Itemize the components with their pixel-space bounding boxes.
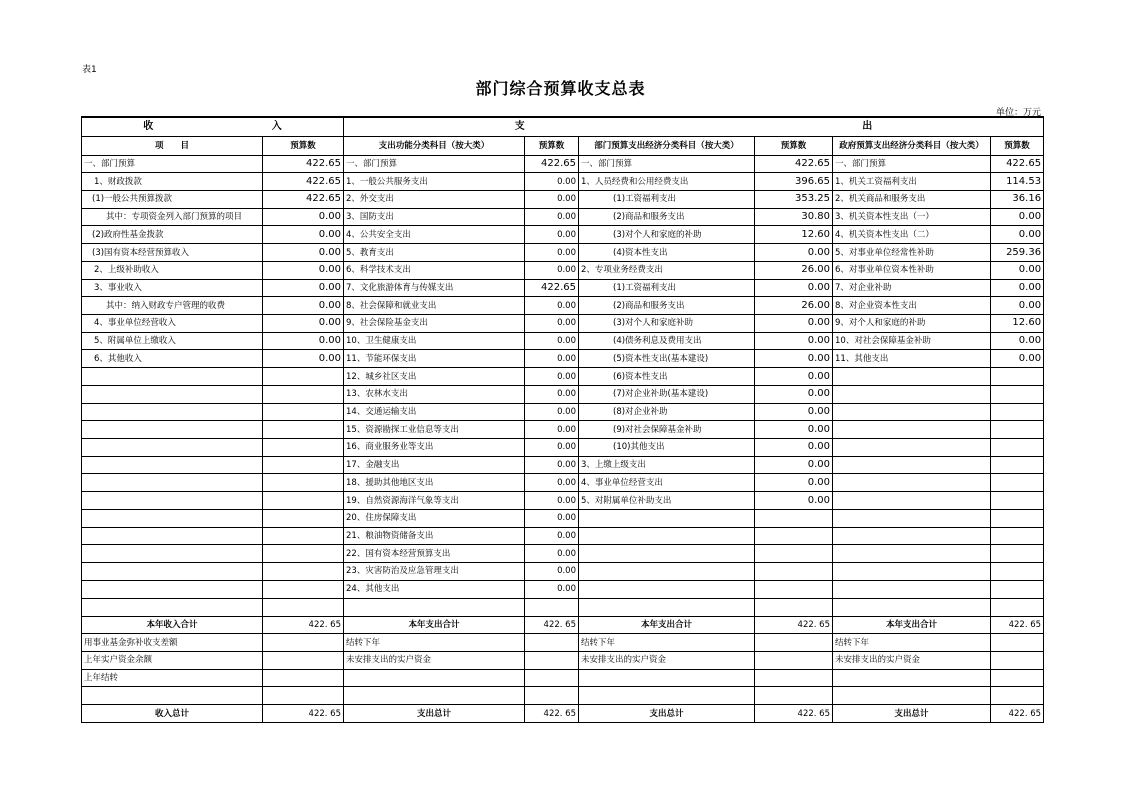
- income-item: 一、部门预算: [82, 155, 263, 173]
- func-value: 0.00: [525, 456, 579, 474]
- table-row: [82, 315, 1044, 333]
- income-item: [82, 545, 263, 563]
- dept-item: (8)对企业补助: [579, 403, 755, 421]
- gov-item: [833, 563, 991, 581]
- table-row: [82, 244, 1044, 262]
- income-value: 0.00: [263, 350, 344, 368]
- func-item: 6、科学技术支出: [344, 261, 525, 279]
- income-value: [263, 421, 344, 439]
- dept-item: 2、专项业务经费支出: [579, 261, 755, 279]
- gov-value: 0.00: [991, 261, 1044, 279]
- income-item: (1)一般公共预算拨款: [82, 190, 263, 208]
- col-gov-econ: 政府预算支出经济分类科目（按大类）: [833, 136, 991, 155]
- expense-total-label: 支出总计: [833, 705, 991, 723]
- dept-item: (1)工资福利支出: [579, 279, 755, 297]
- gov-value: [991, 509, 1044, 527]
- col-budget: 预算数: [263, 136, 344, 155]
- dept-item: (7)对企业补助(基本建设): [579, 385, 755, 403]
- income-item: [82, 474, 263, 492]
- blank-row: [82, 598, 1044, 616]
- income-item: [82, 580, 263, 598]
- income-value: 422.65: [263, 155, 344, 173]
- table-row: [82, 332, 1044, 350]
- dept-value: 26.00: [755, 297, 833, 315]
- func-item: 1、一般公共服务支出: [344, 173, 525, 191]
- func-item: 7、文化旅游体育与传媒支出: [344, 279, 525, 297]
- func-item: 18、援助其他地区支出: [344, 474, 525, 492]
- dept-item: [579, 563, 755, 581]
- unarranged-label: 未安排支出的实户资金: [344, 652, 525, 670]
- gov-value: 0.00: [991, 350, 1044, 368]
- blank-row: [82, 687, 1044, 705]
- table-row: [82, 545, 1044, 563]
- table-row: [82, 173, 1044, 191]
- func-value: 0.00: [525, 173, 579, 191]
- dept-item: (5)资本性支出(基本建设): [579, 350, 755, 368]
- dept-item: (1)工资福利支出: [579, 190, 755, 208]
- gov-value: 0.00: [991, 297, 1044, 315]
- gov-value: [991, 456, 1044, 474]
- func-item: 10、卫生健康支出: [344, 332, 525, 350]
- func-value: 0.00: [525, 332, 579, 350]
- income-value: [263, 545, 344, 563]
- income-value: 0.00: [263, 279, 344, 297]
- income-item: [82, 439, 263, 457]
- unit-label: 单位：万元: [995, 108, 1041, 118]
- gov-value: [991, 563, 1044, 581]
- gov-value: 0.00: [991, 208, 1044, 226]
- income-item: 其中：纳入财政专户管理的收费: [82, 297, 263, 315]
- dept-value: 0.00: [755, 332, 833, 350]
- gov-value: [991, 580, 1044, 598]
- income-item: [82, 563, 263, 581]
- expense-total-label: 支出总计: [579, 705, 755, 723]
- gov-item: [833, 545, 991, 563]
- gov-value: 0.00: [991, 332, 1044, 350]
- income-total-label: 收入总计: [82, 705, 263, 723]
- func-item: 23、灾害防治及应急管理支出: [344, 563, 525, 581]
- prior-balance-label: 上年实户资金余额: [82, 652, 263, 670]
- gov-value: [991, 368, 1044, 386]
- unarranged-label: 未安排支出的实户资金: [833, 652, 991, 670]
- income-value: [263, 527, 344, 545]
- income-item: [82, 492, 263, 510]
- expense-year-value: 422. 65: [525, 616, 579, 634]
- table-row: [82, 580, 1044, 598]
- income-value: [263, 385, 344, 403]
- dept-value: 0.00: [755, 492, 833, 510]
- income-total-value: 422. 65: [263, 705, 344, 723]
- func-item: 24、其他支出: [344, 580, 525, 598]
- dept-item: 一、部门预算: [579, 155, 755, 173]
- income-item: 3、事业收入: [82, 279, 263, 297]
- expense-total-label: 支出总计: [344, 705, 525, 723]
- income-value: [263, 580, 344, 598]
- func-item: 13、农林水支出: [344, 385, 525, 403]
- gov-value: 422.65: [991, 155, 1044, 173]
- gov-item: [833, 456, 991, 474]
- table-row: [82, 261, 1044, 279]
- table-row: [82, 403, 1044, 421]
- gov-item: 3、机关资本性支出（一）: [833, 208, 991, 226]
- gov-value: 0.00: [991, 279, 1044, 297]
- dept-item: 4、事业单位经营支出: [579, 474, 755, 492]
- page-title: 部门综合预算收支总表: [475, 79, 646, 98]
- gov-value: [991, 403, 1044, 421]
- expense-year-value: 422. 65: [991, 616, 1044, 634]
- gov-item: 4、机关资本性支出（二）: [833, 226, 991, 244]
- fund-row: [82, 634, 1044, 652]
- dept-value: 0.00: [755, 439, 833, 457]
- func-item: 17、金融支出: [344, 456, 525, 474]
- col-budget: 预算数: [991, 136, 1044, 155]
- expense-header: 支 出: [344, 117, 1044, 136]
- func-value: 0.00: [525, 421, 579, 439]
- dept-item: (3)对个人和家庭补助: [579, 315, 755, 333]
- gov-item: 8、对企业资本性支出: [833, 297, 991, 315]
- dept-value: 0.00: [755, 368, 833, 386]
- func-value: 0.00: [525, 350, 579, 368]
- func-item: 22、国有资本经营预算支出: [344, 545, 525, 563]
- func-item: 4、公共安全支出: [344, 226, 525, 244]
- gov-value: [991, 439, 1044, 457]
- gov-item: 6、对事业单位资本性补助: [833, 261, 991, 279]
- dept-item: (9)对社会保障基金补助: [579, 421, 755, 439]
- func-item: 8、社会保障和就业支出: [344, 297, 525, 315]
- func-item: 16、商业服务业等支出: [344, 439, 525, 457]
- func-value: 0.00: [525, 527, 579, 545]
- dept-item: (4)债务利息及费用支出: [579, 332, 755, 350]
- dept-value: [755, 527, 833, 545]
- func-value: 0.00: [525, 261, 579, 279]
- dept-value: 0.00: [755, 456, 833, 474]
- dept-value: [755, 563, 833, 581]
- col-func-class: 支出功能分类科目（按大类）: [344, 136, 525, 155]
- carry-down-label: 结转下年: [579, 634, 755, 652]
- func-item: 一、部门预算: [344, 155, 525, 173]
- table-row: [82, 279, 1044, 297]
- income-value: 422.65: [263, 173, 344, 191]
- gov-item: [833, 492, 991, 510]
- dept-value: 0.00: [755, 244, 833, 262]
- gov-value: [991, 527, 1044, 545]
- dept-item: [579, 527, 755, 545]
- func-value: 0.00: [525, 492, 579, 510]
- table-row: [82, 509, 1044, 527]
- func-item: 5、教育支出: [344, 244, 525, 262]
- col-budget: 预算数: [755, 136, 833, 155]
- income-item: [82, 509, 263, 527]
- dept-value: 0.00: [755, 385, 833, 403]
- table-row: [82, 208, 1044, 226]
- gov-item: 一、部门预算: [833, 155, 991, 173]
- prior-carry-label: 上年结转: [82, 669, 263, 687]
- func-value: 0.00: [525, 474, 579, 492]
- income-value: [263, 492, 344, 510]
- dept-value: 0.00: [755, 279, 833, 297]
- dept-value: 30.80: [755, 208, 833, 226]
- func-value: 0.00: [525, 403, 579, 421]
- table-row: [82, 190, 1044, 208]
- dept-value: [755, 580, 833, 598]
- func-value: 0.00: [525, 439, 579, 457]
- func-value: 0.00: [525, 315, 579, 333]
- gov-value: 12.60: [991, 315, 1044, 333]
- gov-value: 36.16: [991, 190, 1044, 208]
- table-row: [82, 456, 1044, 474]
- gov-value: [991, 421, 1044, 439]
- table-row: [82, 439, 1044, 457]
- gov-value: [991, 385, 1044, 403]
- func-value: 0.00: [525, 385, 579, 403]
- dept-value: 0.00: [755, 421, 833, 439]
- income-item: [82, 456, 263, 474]
- func-item: 2、外交支出: [344, 190, 525, 208]
- gov-item: 2、机关商品和服务支出: [833, 190, 991, 208]
- dept-value: 0.00: [755, 315, 833, 333]
- income-item: 1、财政拨款: [82, 173, 263, 191]
- income-item: 5、附属单位上缴收入: [82, 332, 263, 350]
- table-row: [82, 226, 1044, 244]
- dept-value: 0.00: [755, 350, 833, 368]
- table-number: 表1: [82, 65, 97, 75]
- expense-total-value: 422. 65: [525, 705, 579, 723]
- expense-total-value: 422. 65: [755, 705, 833, 723]
- dept-item: 5、对附属单位补助支出: [579, 492, 755, 510]
- expense-year-label: 本年支出合计: [344, 616, 525, 634]
- gov-value: [991, 545, 1044, 563]
- dept-item: (3)对个人和家庭的补助: [579, 226, 755, 244]
- income-value: 0.00: [263, 226, 344, 244]
- func-item: 19、自然资源海洋气象等支出: [344, 492, 525, 510]
- income-value: [263, 368, 344, 386]
- func-value: 0.00: [525, 190, 579, 208]
- gov-item: 10、对社会保障基金补助: [833, 332, 991, 350]
- table-row: [82, 155, 1044, 173]
- income-item: [82, 527, 263, 545]
- dept-value: 422.65: [755, 155, 833, 173]
- expense-total-value: 422. 65: [991, 705, 1044, 723]
- income-item: (3)国有资本经营预算收入: [82, 244, 263, 262]
- income-value: 0.00: [263, 297, 344, 315]
- col-dept-econ: 部门预算支出经济分类科目（按大类）: [579, 136, 755, 155]
- dept-item: [579, 580, 755, 598]
- carry-down-label: 结转下年: [344, 634, 525, 652]
- income-value: 0.00: [263, 261, 344, 279]
- income-value: 0.00: [263, 244, 344, 262]
- func-value: 422.65: [525, 279, 579, 297]
- func-value: 0.00: [525, 368, 579, 386]
- col-budget: 预算数: [525, 136, 579, 155]
- income-item: [82, 403, 263, 421]
- table-row: [82, 368, 1044, 386]
- func-item: 14、交通运输支出: [344, 403, 525, 421]
- income-item: 其中：专项资金列入部门预算的项目: [82, 208, 263, 226]
- dept-item: [579, 509, 755, 527]
- gov-item: 9、对个人和家庭的补助: [833, 315, 991, 333]
- income-item: [82, 421, 263, 439]
- func-value: 0.00: [525, 208, 579, 226]
- gov-item: [833, 509, 991, 527]
- balance-row: [82, 652, 1044, 670]
- dept-value: [755, 545, 833, 563]
- func-item: 21、粮油物资储备支出: [344, 527, 525, 545]
- prior-carry-row: [82, 669, 1044, 687]
- year-total-row: [82, 616, 1044, 634]
- func-value: 0.00: [525, 509, 579, 527]
- func-value: 422.65: [525, 155, 579, 173]
- dept-value: 12.60: [755, 226, 833, 244]
- dept-item: (6)资本性支出: [579, 368, 755, 386]
- gov-item: 5、对事业单位经常性补助: [833, 244, 991, 262]
- func-value: 0.00: [525, 580, 579, 598]
- func-item: 12、城乡社区支出: [344, 368, 525, 386]
- func-item: 11、节能环保支出: [344, 350, 525, 368]
- income-value: [263, 563, 344, 581]
- gov-item: [833, 385, 991, 403]
- table-row: [82, 474, 1044, 492]
- dept-value: 0.00: [755, 474, 833, 492]
- table-row: [82, 297, 1044, 315]
- dept-item: (2)商品和服务支出: [579, 208, 755, 226]
- header-row-1: [82, 117, 1044, 136]
- table-row: [82, 527, 1044, 545]
- func-value: 0.00: [525, 545, 579, 563]
- func-value: 0.00: [525, 563, 579, 581]
- gov-item: 11、其他支出: [833, 350, 991, 368]
- gov-item: [833, 421, 991, 439]
- income-value: [263, 403, 344, 421]
- dept-value: 396.65: [755, 173, 833, 191]
- func-item: 15、资源勘探工业信息等支出: [344, 421, 525, 439]
- table-row: [82, 492, 1044, 510]
- use-fund-label: 用事业基金弥补收支差额: [82, 634, 263, 652]
- gov-item: [833, 368, 991, 386]
- gov-item: [833, 527, 991, 545]
- income-value: 0.00: [263, 315, 344, 333]
- expense-year-label: 本年支出合计: [579, 616, 755, 634]
- func-value: 0.00: [525, 244, 579, 262]
- dept-item: (2)商品和服务支出: [579, 297, 755, 315]
- dept-item: [579, 545, 755, 563]
- income-value: [263, 439, 344, 457]
- func-value: 0.00: [525, 297, 579, 315]
- func-value: 0.00: [525, 226, 579, 244]
- func-item: 20、住房保障支出: [344, 509, 525, 527]
- income-value: 422.65: [263, 190, 344, 208]
- budget-table: [81, 116, 1044, 723]
- gov-value: [991, 492, 1044, 510]
- dept-value: 0.00: [755, 403, 833, 421]
- func-item: 9、社会保险基金支出: [344, 315, 525, 333]
- income-item: 2、上级补助收入: [82, 261, 263, 279]
- income-year-label: 本年收入合计: [82, 616, 263, 634]
- col-item: 项 目: [82, 136, 263, 155]
- dept-item: (4)资本性支出: [579, 244, 755, 262]
- income-value: 0.00: [263, 208, 344, 226]
- dept-item: 3、上缴上级支出: [579, 456, 755, 474]
- table-row: [82, 421, 1044, 439]
- expense-year-value: 422. 65: [755, 616, 833, 634]
- dept-value: 26.00: [755, 261, 833, 279]
- income-item: 4、事业单位经营收入: [82, 315, 263, 333]
- income-item: (2)政府性基金拨款: [82, 226, 263, 244]
- dept-item: (10)其他支出: [579, 439, 755, 457]
- income-item: [82, 368, 263, 386]
- gov-item: [833, 474, 991, 492]
- header-row-2: [82, 136, 1044, 155]
- gov-item: [833, 439, 991, 457]
- gov-value: [991, 474, 1044, 492]
- dept-value: [755, 509, 833, 527]
- func-item: 3、国防支出: [344, 208, 525, 226]
- gov-value: 259.36: [991, 244, 1044, 262]
- gov-value: 114.53: [991, 173, 1044, 191]
- gov-item: [833, 580, 991, 598]
- gov-value: 0.00: [991, 226, 1044, 244]
- grand-total-row: [82, 705, 1044, 723]
- table-row: [82, 385, 1044, 403]
- income-value: 0.00: [263, 332, 344, 350]
- unarranged-label: 未安排支出的实户资金: [579, 652, 755, 670]
- income-year-value: 422. 65: [263, 616, 344, 634]
- income-item: [82, 385, 263, 403]
- dept-value: 353.25: [755, 190, 833, 208]
- gov-item: [833, 403, 991, 421]
- gov-item: 1、机关工资福利支出: [833, 173, 991, 191]
- income-value: [263, 474, 344, 492]
- table-row: [82, 350, 1044, 368]
- gov-item: 7、对企业补助: [833, 279, 991, 297]
- income-value: [263, 456, 344, 474]
- table-row: [82, 563, 1044, 581]
- expense-year-label: 本年支出合计: [833, 616, 991, 634]
- income-item: 6、其他收入: [82, 350, 263, 368]
- dept-item: 1、人员经费和公用经费支出: [579, 173, 755, 191]
- income-value: [263, 509, 344, 527]
- carry-down-label: 结转下年: [833, 634, 991, 652]
- income-header: 收 入: [82, 117, 344, 136]
